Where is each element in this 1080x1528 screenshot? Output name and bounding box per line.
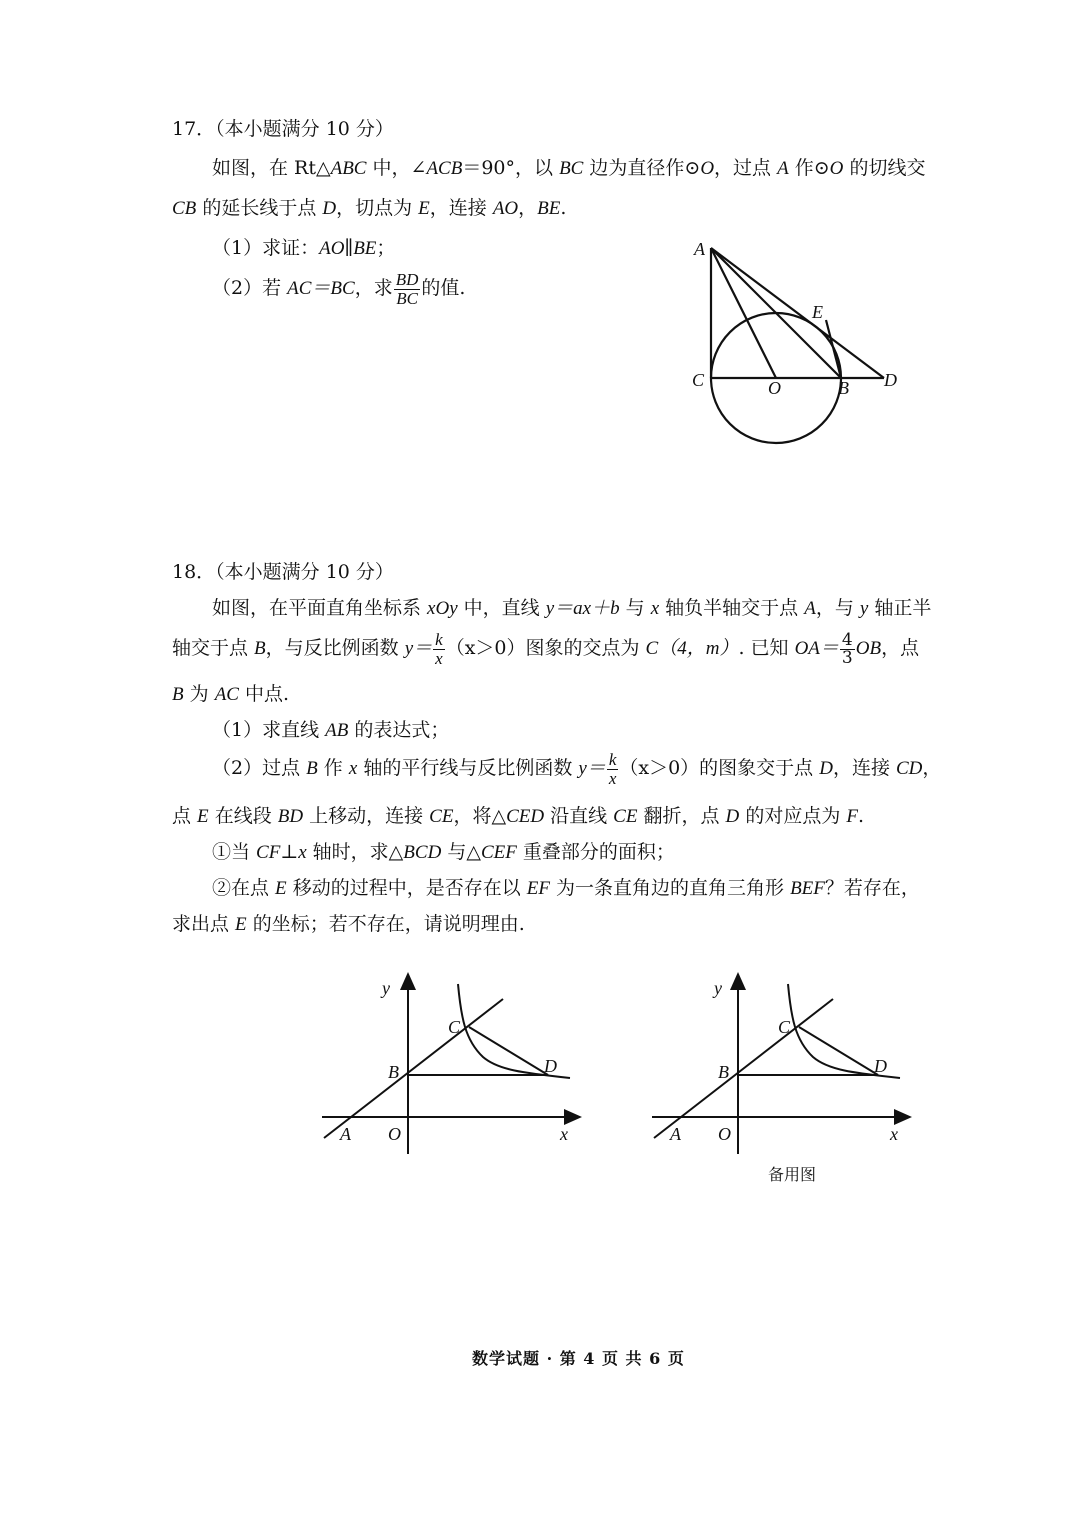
q18-text: 轴交于点 (172, 637, 255, 659)
q18-math: x (650, 598, 660, 619)
q17-text: ，过点 (714, 157, 778, 179)
q18-text: 中，直线 (457, 597, 546, 619)
point-d-label: D (544, 1056, 557, 1076)
q17-math: BE (537, 198, 561, 219)
q17-math: AO (492, 198, 519, 219)
q17-text: 如图，在 Rt△ (212, 157, 331, 179)
q17-text: . (560, 197, 567, 219)
q18-text: 点 (172, 805, 198, 827)
q18-math: xOy (427, 598, 458, 619)
q18-math: CEF (480, 842, 517, 863)
q18-figure-spare (648, 972, 918, 1162)
q18-math: CF⊥x (256, 842, 307, 863)
x-axis-label: x (560, 1124, 568, 1144)
q17-text: 的值. (421, 277, 466, 299)
q17-sub2 (212, 268, 465, 309)
q18-math: B (254, 638, 266, 659)
q18-text: （x＞0） (619, 757, 700, 779)
q18-text: 轴负半轴交于点 (659, 597, 805, 619)
q18-math: CD (896, 758, 923, 779)
q18-math: y＝ax＋b (545, 598, 620, 619)
q17-text: 中，∠ (366, 157, 427, 179)
segment-ad (711, 248, 884, 378)
q18-text: 上移动，连接 (303, 805, 430, 827)
q18-text: 与△ (441, 841, 481, 863)
q18-text: 求出点 (172, 913, 236, 935)
q18-math: F (846, 806, 858, 827)
q18-frac-num: k (608, 749, 617, 769)
q18-math: y＝ (404, 638, 433, 659)
q17-math: O (700, 158, 715, 179)
q18-text: . 已知 (738, 637, 795, 659)
q18-math: BD (277, 806, 304, 827)
q17-text: ＝90°，以 (462, 157, 560, 179)
q17-math: ABC (330, 158, 367, 179)
q18-text: 的图象交于点 (699, 757, 820, 779)
point-a-label: A (694, 239, 705, 259)
q18-math: B (172, 684, 184, 705)
q17-math: AC＝BC (287, 278, 355, 299)
q18-math: x (348, 758, 358, 779)
q18-text: 轴时，求△ (306, 841, 404, 863)
q18-text: 在线段 (208, 805, 278, 827)
q18-part2-line2 (172, 912, 525, 937)
point-b-label: B (838, 378, 849, 398)
point-d-label: D (884, 370, 897, 390)
q18-math: AB (325, 720, 349, 741)
q18-fraction-4-3 (840, 629, 855, 668)
q18-text: ， (922, 757, 942, 779)
q18-text: 为一条直角边的直角三角形 (549, 877, 791, 899)
q18-math: BCD (403, 842, 442, 863)
q18-math: C（4，m） (645, 638, 739, 659)
q18-text: ①当 (212, 841, 257, 863)
q18-text: ，与反比例函数 (265, 637, 405, 659)
q17-text: 作⊙ (788, 157, 830, 179)
q18-text: 的对应点为 (739, 805, 847, 827)
q17-math: AO∥BE (319, 238, 377, 259)
point-o-label: O (388, 1124, 401, 1144)
q17-text: ， (518, 197, 538, 219)
y-axis-label: y (714, 978, 722, 998)
q18-fraction-k-x (433, 631, 445, 668)
q18-part2 (212, 876, 920, 901)
q17-text: 的切线交 (843, 157, 926, 179)
q18-text: ，将△ (453, 805, 507, 827)
segment-cd (799, 1027, 878, 1075)
q18-text: （2）过点 (212, 757, 307, 779)
q17-sub1 (212, 236, 395, 261)
q18-text: 轴正半 (868, 597, 932, 619)
q17-fraction (394, 271, 421, 308)
q18-text: 翻折，点 (637, 805, 726, 827)
q18-math: E (235, 914, 247, 935)
q17-text: 的延长线于点 (196, 197, 323, 219)
q18-stem-line2 (172, 628, 919, 669)
y-axis-label: y (382, 978, 390, 998)
q18-text: 的表达式； (348, 719, 450, 741)
q18-sub2-line2 (172, 804, 864, 829)
q18-math: B (306, 758, 318, 779)
q18-math: A (804, 598, 816, 619)
q18-text: （1）求直线 (212, 719, 326, 741)
q18-text: 的坐标；若不存在，请说明理由. (246, 913, 525, 935)
q18-text: ②在点 (212, 877, 276, 899)
q17-math: ACB (426, 158, 463, 179)
q17-stem-line1 (212, 156, 925, 181)
q17-frac-den: BC (396, 288, 418, 308)
q17-text: 边为直径作⊙ (583, 157, 701, 179)
q18-text: 如图，在平面直角坐标系 (212, 597, 428, 619)
q17-math: A (777, 158, 789, 179)
point-d-label: D (874, 1056, 887, 1076)
q18-text: 与 (619, 597, 651, 619)
q18-text: 中点. (238, 683, 290, 705)
q18-frac-den: x (435, 648, 443, 668)
q17-text: ，切点为 (336, 197, 419, 219)
q17-header: 17．（本小题满分 10 分） (172, 118, 394, 140)
q18-sub1 (212, 718, 449, 743)
q18-frac-den: x (608, 768, 617, 788)
q18-figure-main (318, 972, 588, 1162)
q18-frac-num: k (435, 629, 443, 649)
q18-sub2 (212, 748, 941, 789)
q18-math: EF (526, 878, 550, 899)
q18-math: D (819, 758, 833, 779)
segment-cd (469, 1027, 548, 1075)
q18-math: CE (429, 806, 454, 827)
q18-text: ，与 (815, 597, 860, 619)
q18-text: ，连接 (832, 757, 896, 779)
q18-math: BEF (790, 878, 825, 899)
point-o-label: O (768, 378, 781, 398)
q18-text: ？若存在， (824, 877, 920, 899)
point-a-label: A (340, 1124, 351, 1144)
q17-text: （2）若 (212, 277, 288, 299)
q18-stem-line1 (212, 596, 931, 621)
q18-frac-den: 3 (841, 647, 853, 668)
q17-math: D (322, 198, 337, 219)
q17-text: ； (376, 237, 396, 259)
point-b-label: B (388, 1062, 399, 1082)
point-c-label: C (448, 1017, 461, 1037)
q18-math: E (197, 806, 209, 827)
q17-math: CB (172, 198, 197, 219)
spare-figure-caption: 备用图 (768, 1165, 817, 1184)
point-c-label: C (778, 1017, 791, 1037)
q18-stem-line3 (172, 682, 289, 707)
point-b-label: B (718, 1062, 729, 1082)
q17-frac-num: BD (395, 269, 419, 289)
q18-math: E (275, 878, 287, 899)
q17-math: BC (559, 158, 584, 179)
q18-math: y＝ (578, 758, 606, 779)
q18-fraction-k-x (607, 751, 619, 788)
q18-text: ，点 (881, 637, 920, 659)
q18-math: OA＝ (794, 638, 839, 659)
q18-text: 作 (317, 757, 349, 779)
q18-text: 沿直线 (544, 805, 614, 827)
q18-math: OB (855, 638, 882, 659)
q18-math: y (859, 598, 869, 619)
q18-math: D (725, 806, 740, 827)
q18-text: 重叠部分的面积； (516, 841, 675, 863)
q18-math: CED (506, 806, 545, 827)
q18-text: 为 (183, 683, 215, 705)
point-o-label: O (718, 1124, 731, 1144)
point-e-label: E (812, 302, 823, 322)
page-footer: 数学试题 · 第 4 页 共 6 页 (472, 1349, 685, 1368)
q18-math: AC (214, 684, 239, 705)
q17-text: ，连接 (429, 197, 493, 219)
point-c-label: C (692, 370, 705, 390)
q17-math: E (418, 198, 430, 219)
q18-part1 (212, 840, 675, 865)
q18-text: 图象的交点为 (525, 637, 646, 659)
q18-math: CE (613, 806, 638, 827)
q17-text: （1）求证： (212, 237, 320, 259)
q17-stem-line2 (172, 196, 566, 221)
q17-text: ，求 (354, 277, 393, 299)
q18-frac-num: 4 (841, 629, 853, 650)
q18-text: 轴的平行线与反比例函数 (357, 757, 579, 779)
point-a-label: A (670, 1124, 681, 1144)
q18-header: 18．（本小题满分 10 分） (172, 561, 394, 583)
q18-text: . (857, 805, 865, 827)
q18-text: 移动的过程中，是否存在以 (286, 877, 527, 899)
q17-math: O (829, 158, 844, 179)
q17-figure (680, 230, 920, 450)
x-axis-label: x (890, 1124, 898, 1144)
q18-text: （x＞0） (445, 637, 526, 659)
